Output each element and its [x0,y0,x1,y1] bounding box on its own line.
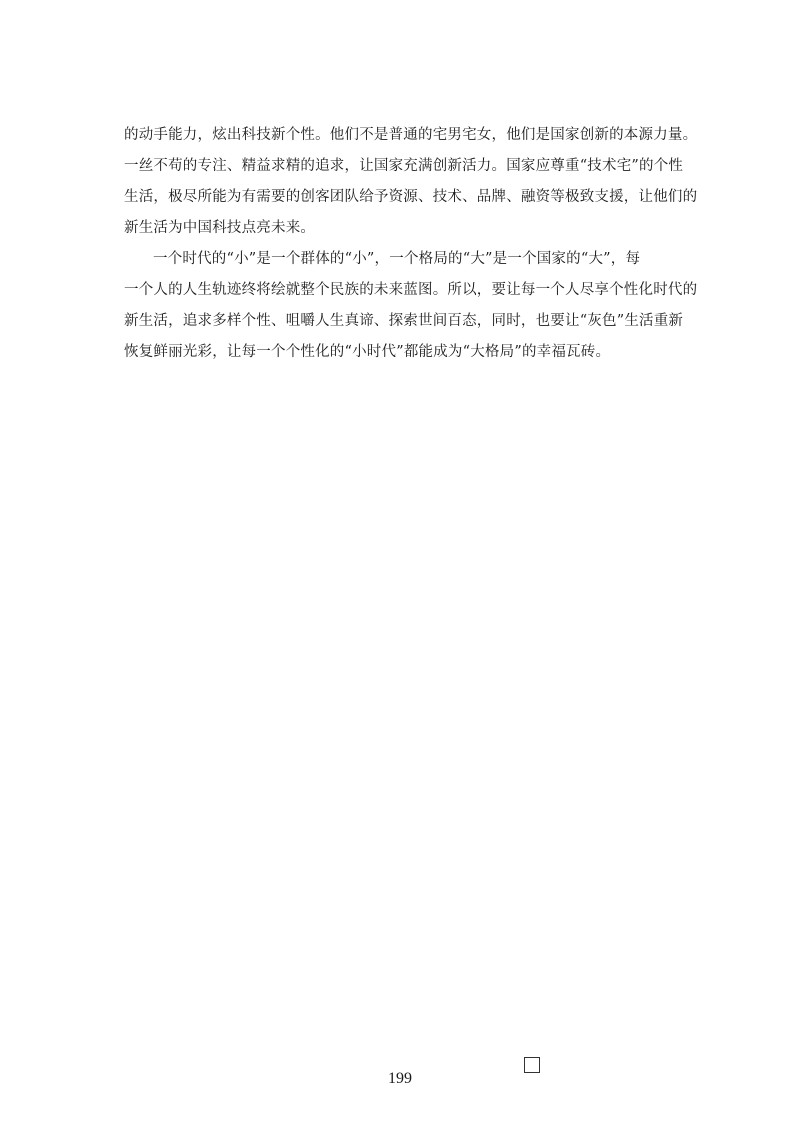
page-number: 199 [388,1070,412,1087]
text-line: 一个人的人生轨迹终将绘就整个民族的未来蓝图。所以，要让每一个人尽享个性化时代的 [124,282,698,298]
paragraph-1 [124,120,698,244]
checkbox-square [524,1057,540,1073]
text-line: 恢复鲜丽光彩，让每一个个性化的“小时代”都能成为“大格局”的幸福瓦砖。 [124,344,611,360]
text-line: 一个时代的“小”是一个群体的“小”，一个格局的“大”是一个国家的“大”，每 [153,251,641,267]
paragraph-2 [124,244,698,368]
body-text [124,120,698,368]
text-line: 生活，极尽所能为有需要的创客团队给予资源、技术、品牌、融资等极致支援，让他们的 [124,189,698,205]
text-line: 一丝不苟的专注、精益求精的追求，让国家充满创新活力。国家应尊重“技术宅”的个性 [124,158,684,174]
text-line: 新生活为中国科技点亮未来。 [124,220,316,236]
text-line: 的动手能力，炫出科技新个性。他们不是普通的宅男宅女，他们是国家创新的本源力量。 [124,127,698,143]
text-line: 新生活，追求多样个性、咀嚼人生真谛、探索世间百态，同时，也要让“灰色”生活重新 [124,313,684,329]
